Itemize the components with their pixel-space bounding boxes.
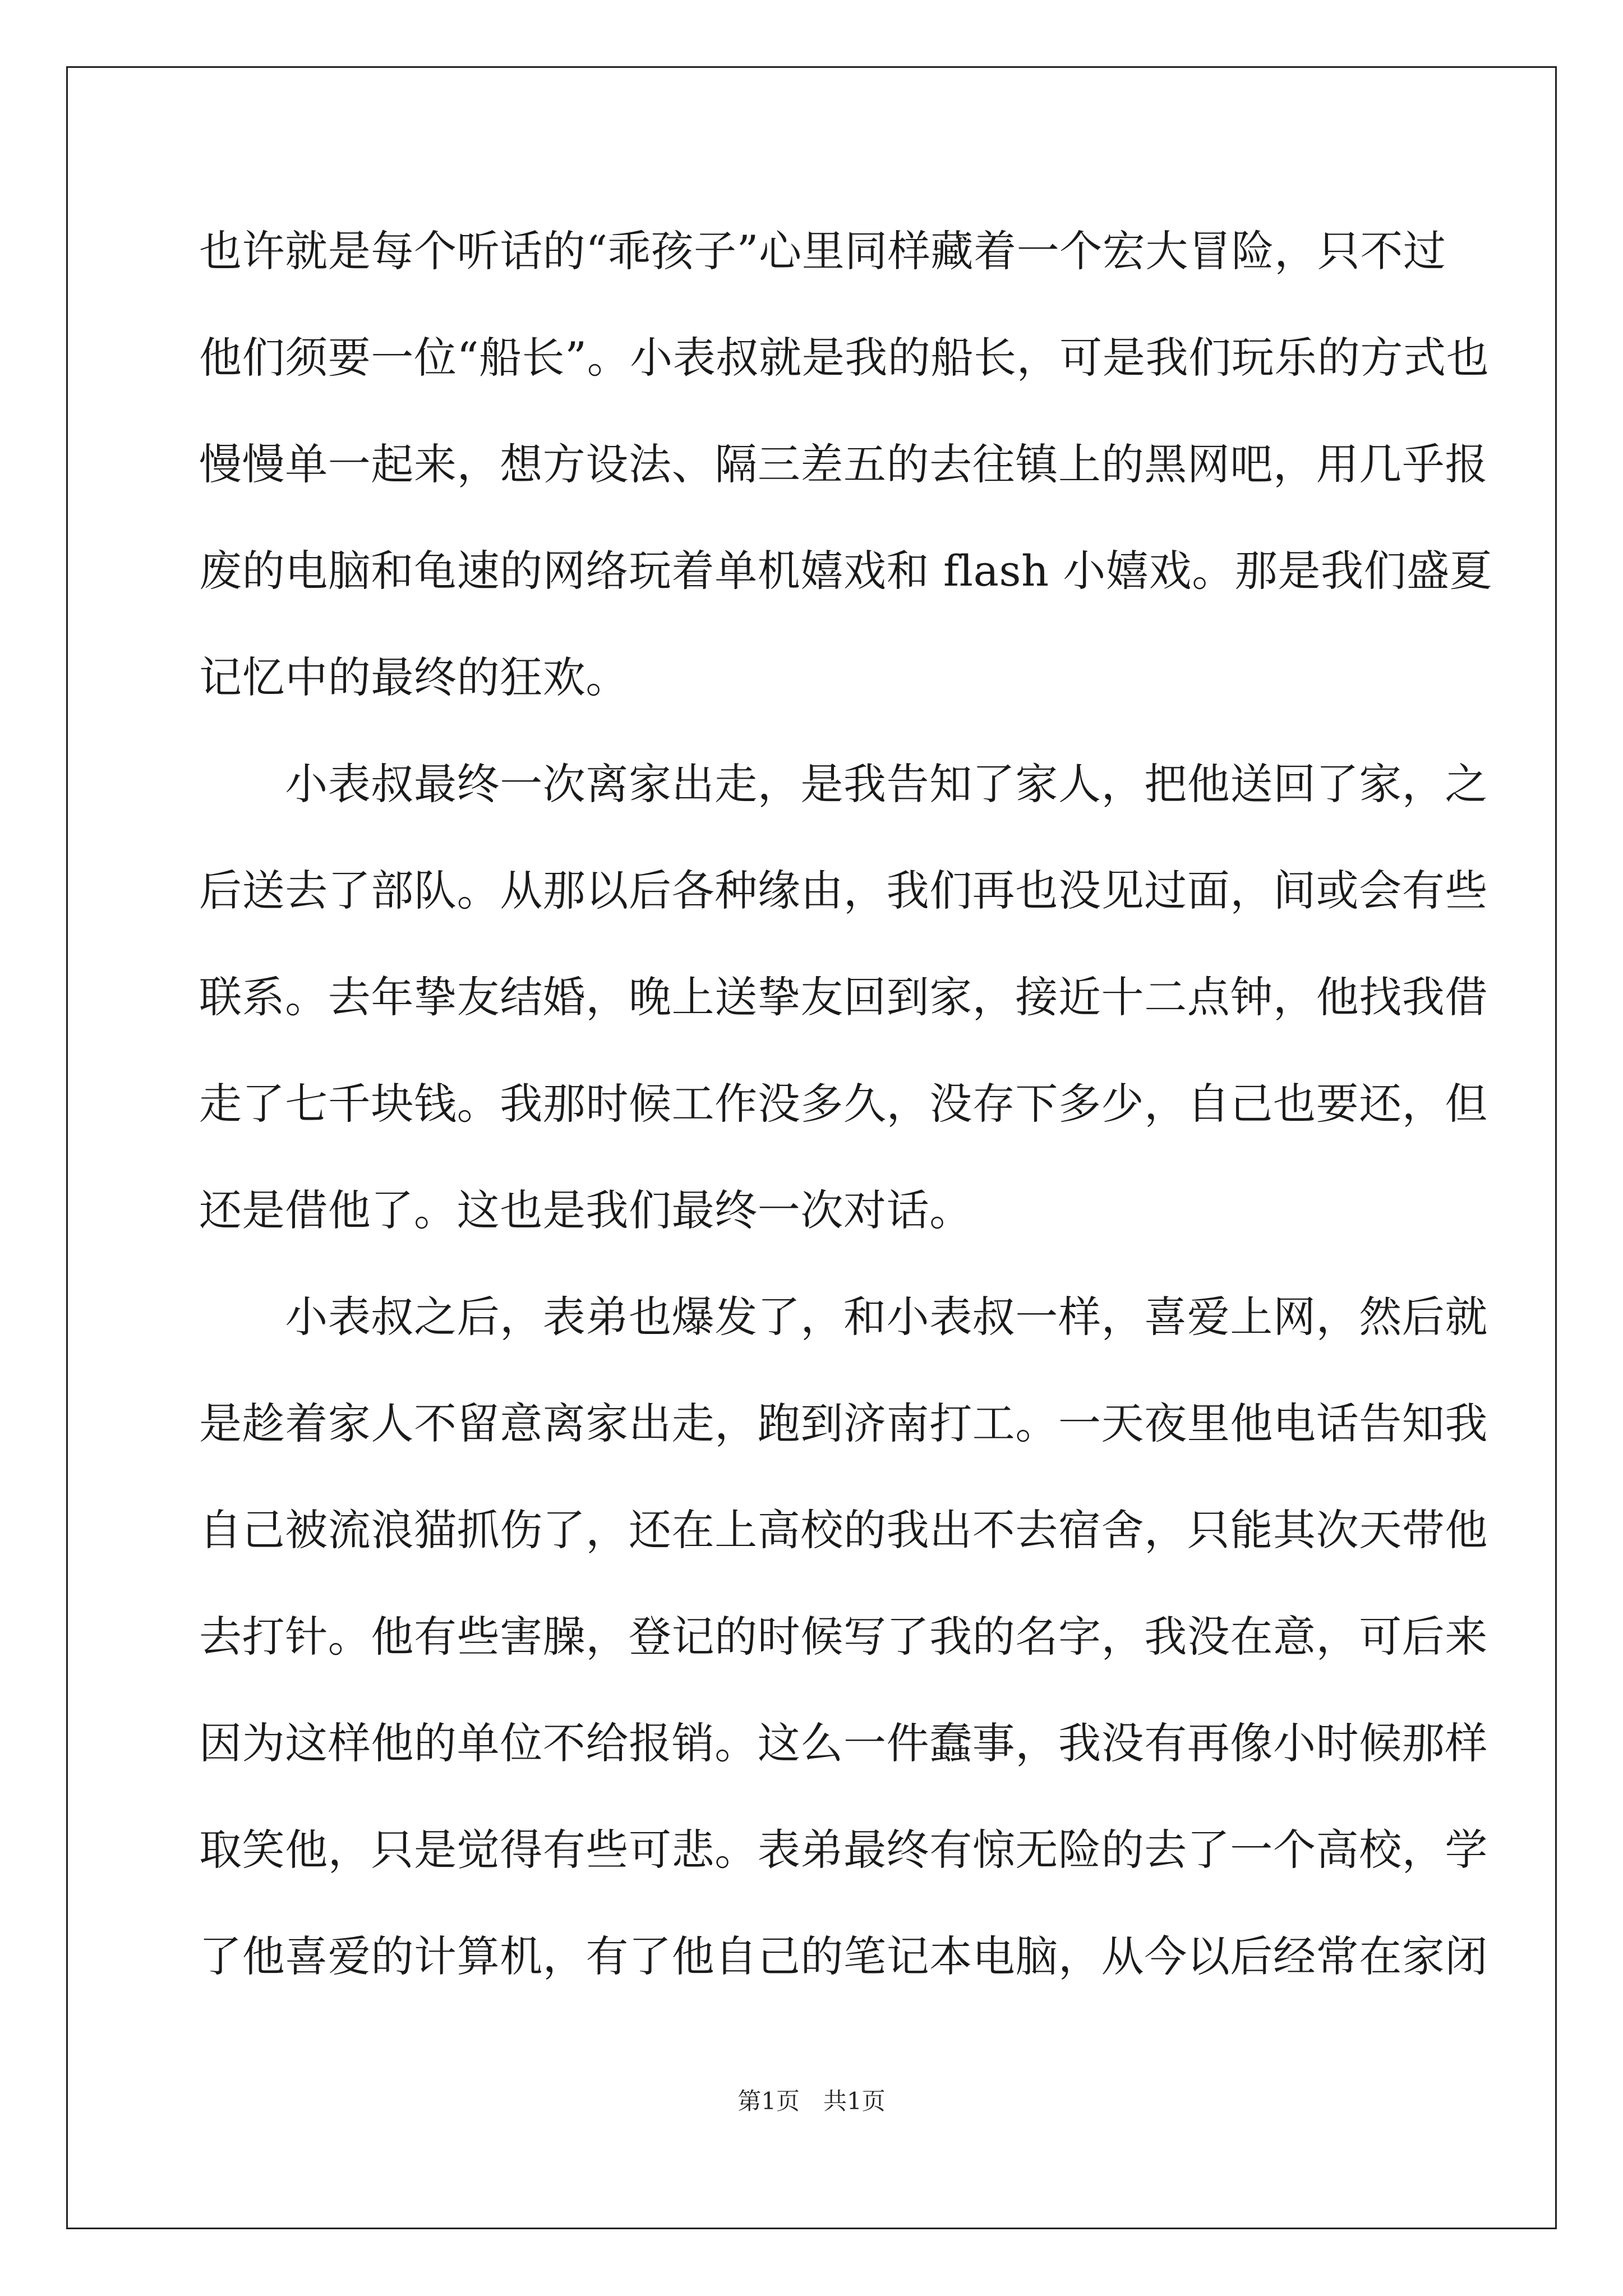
text-line: 小表叔之后，表弟也爆发了，和小表叔一样，喜爱上网，然后就 [199,1292,1488,1342]
text-line: 自己被流浪猫抓伤了，还在上高校的我出不去宿舍，只能其次天带他 [199,1505,1488,1555]
text-line: 走了七千块钱。我那时候工作没多久，没存下多少，自己也要还，但 [199,1079,1488,1129]
text-line: 记忆中的最终的狂欢。 [199,652,629,702]
text-line: 因为这样他的单位不给报销。这么一件蠢事，我没有再像小时候那样 [199,1718,1488,1768]
text-line: 取笑他，只是觉得有些可悲。表弟最终有惊无险的去了一个高校，学 [199,1825,1488,1875]
text-line: 是趁着家人不留意离家出走，跑到济南打工。一天夜里他电话告知我 [199,1398,1488,1448]
text-line: 去打针。他有些害臊，登记的时候写了我的名字，我没在意，可后来 [199,1612,1488,1662]
page-footer [0,2086,1623,2117]
page-number: 第1页 [737,2087,800,2115]
text-line: 废的电脑和龟速的网络玩着单机嬉戏和 flash 小嬉戏。那是我们盛夏 [199,546,1493,596]
text-line: 了他喜爱的计算机，有了他自己的笔记本电脑，从今以后经常在家闭 [199,1931,1488,1981]
text-line: 也许就是每个听话的“乖孩子”心里同样藏着一个宏大冒险，只不过 [199,226,1446,276]
text-line: 联系。去年挚友结婚，晚上送挚友回到家，接近十二点钟，他找我借 [199,972,1488,1022]
page-total: 共1页 [823,2087,886,2115]
text-line: 慢慢单一起来，想方设法、隔三差五的去往镇上的黑网吧，用几乎报 [199,439,1488,489]
text-line: 小表叔最终一次离家出走，是我告知了家人，把他送回了家，之 [199,759,1488,809]
text-line: 后送去了部队。从那以后各种缘由，我们再也没见过面，间或会有些 [199,866,1488,915]
text-line: 他们须要一位“船长”。小表叔就是我的船长，可是我们玩乐的方式也 [199,333,1490,383]
document-body [199,216,1493,2028]
text-line: 还是借他了。这也是我们最终一次对话。 [199,1185,972,1235]
